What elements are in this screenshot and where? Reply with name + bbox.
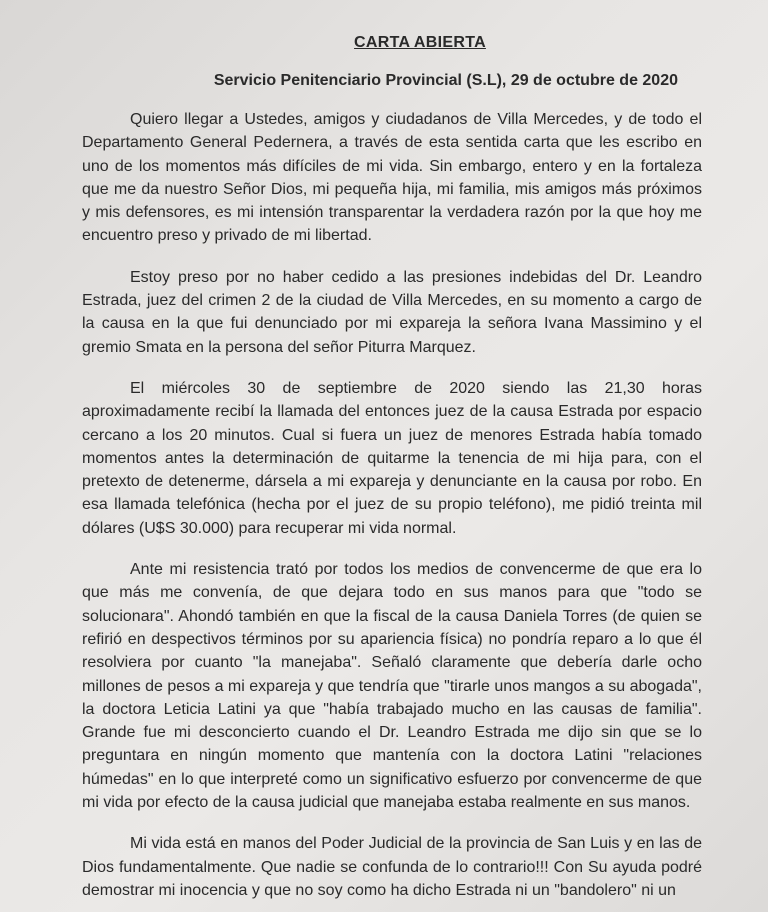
- letter-title: CARTA ABIERTA: [354, 34, 486, 51]
- paragraph-1: Quiero llegar a Ustedes, amigos y ciudadanos de Villa Mercedes, y de todo el Departamento General Pedernera, a través de esta sentida carta que les escribo en uno de los momentos más difíciles de mi vida. Sin embargo, entero y en la fortaleza que me da nuestro Señor Dios, mi pequeña hija, mi familia, mis amigos más próximos y mis defensores, es mi intensión transparentar la verdadera razón por la que hoy me encuentro preso y privado de mi libertad.: [82, 111, 702, 245]
- paragraph-4: Ante mi resistencia trató por todos los medios de convencerme de que era lo que más me convenía, de que dejara todo en sus manos para que "todo se solucionara". Ahondó también en que la fiscal de la causa Daniela Torres (de quien se refirió en despectivos términos por su apariencia física) no pondría reparo a lo que él resolviera por cuanto "la manejaba". Señaló claramente que debería darle ocho millones de pesos a mi expareja y que tendría que "tirarle unos mangos a su abogada", la doctora Leticia Latini ya que "había trabajado mucho en las causas de familia". Grande fue mi desconcierto cuando el Dr. Leandro Estrada me dijo sin que se lo preguntara en ningún momento que mantenía con la doctora Latini "relaciones húmedas" en lo que interpreté como un significativo esfuerzo por convencerme de que mi vida por efecto de la causa judicial que manejaba estaba realmente en sus manos.: [82, 561, 702, 812]
- paragraph-5: Mi vida está en manos del Poder Judicial de la provincia de San Luis y en las de Dios fundamentalmente. Que nadie se confunda de lo contrario!!! Con Su ayuda podré demostrar mi inocencia y que no soy como ha dicho Estrada ni un "bandolero" ni un: [82, 835, 702, 899]
- paragraph-2: Estoy preso por no haber cedido a las presiones indebidas del Dr. Leandro Estrada, juez del crimen 2 de la ciudad de Villa Mercedes, en su momento a cargo de la causa en la que fui denunciado por mi expareja la señora Ivana Massimino y el gremio Smata en la persona del señor Piturra Marquez.: [82, 268, 702, 356]
- letter-dateline: Servicio Penitenciario Provincial (S.L), 29 de octubre de 2020: [213, 72, 678, 89]
- paragraph-3: El miércoles 30 de septiembre de 2020 siendo las 21,30 horas aproximadamente recibí la llamada del entonces juez de la causa Estrada por espacio cercano a los 20 minutos. Cual si fuera un juez de menores Estrada había tomado momentos antes la determinación de quitarme la tenencia de mi hija para, con el pretexto de detenerme, dársela a mi expareja y denunciante en la causa por robo. En esa llamada telefónica (hecha por el juez de su propio teléfono), me pidió treinta mil dólares (U$S 30.000) para recuperar mi vida normal.: [82, 379, 702, 537]
